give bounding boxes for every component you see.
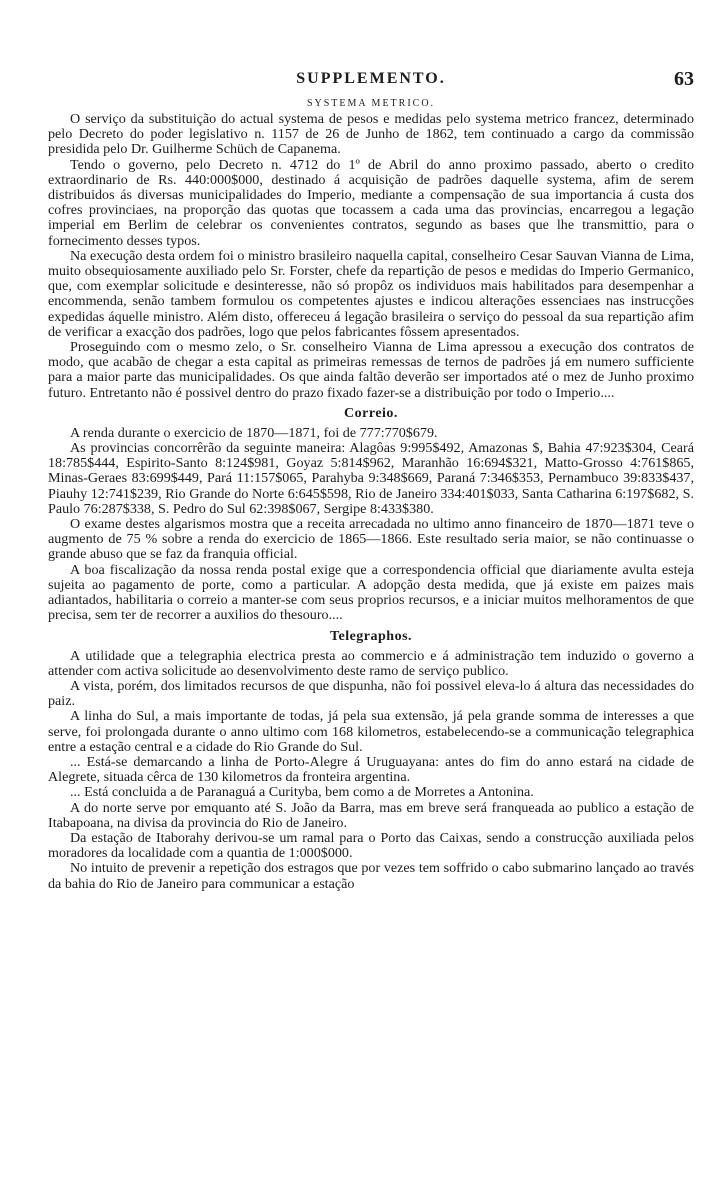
- paragraph: ... Está concluida a de Paranaguá a Curityba, bem como a de Morretes a Antonina.: [70, 784, 534, 801]
- paragraph: Da estação de Itaborahy derivou-se um ramal para o Porto das Caixas, sendo a construcção auxiliada pelos moradores da localidade com a quantia de 1:000$000.: [48, 829, 694, 862]
- paragraph: O exame destes algarismos mostra que a receita arrecadada no ultimo anno financeiro de 1870—1871 teve o augmento de 75 % sobre a renda do exercicio de 1865—1866. Este resultado seria maior, se não continuasse o grande abuso que se faz da franquia official.: [48, 516, 694, 563]
- paragraph: Tendo o governo, pelo Decreto n. 4712 do 1º de Abril do anno proximo passado, aberto o credito extraordinario de Rs. 440:000$000, destinado á acquisição de padrões daquelle systema, afim de serem distribuidos ás diversas municipalidades do Imperio, mediante a compensação de sua importancia á custa dos cofres provinciaes, na proporção das quotas que tocassem a cada uma das provincias, encarregou a legação imperial em Berlim de celebrar os convenientes contratos, segundo as bases que lhe transmittio, para o fornecimento desses typos.: [48, 156, 694, 249]
- paragraph: A boa fiscalização da nossa renda postal exige que a correspondencia official que diariamente avulta esteja sujeita ao pagamento de porte, como a particular. A adopção desta medida, que já existe em paizes mais adiantados, habilitaria o correio a manter-se com seus proprios recursos, e a iniciar muitos melhoramentos de que precisa, sem ter de recorrer a auxilios do thesouro....: [48, 561, 694, 624]
- paragraph: Proseguindo com o mesmo zelo, o Sr. conselheiro Vianna de Lima apressou a execução dos contratos de modo, que acabão de chegar a esta capital as primeiras remessas de ternos de padrões já em numero sufficiente para a maior parte das municipalidades. Os que ainda faltão deverão ser importados até o mez de Junho proximo futuro. Entretanto não é possivel dentro do prazo fixado fazer-se a distribuição por todo o Imperio....: [48, 339, 694, 401]
- running-head: SUPPLEMENTO.: [296, 70, 446, 87]
- paragraph: O serviço da substituição do actual systema de pesos e medidas pelo systema metrico francez, determinado pelo Decreto do poder legislativo n. 1157 de 26 de Junho de 1862, tem continuado a cargo da commissão presidida pelo Dr. Guilherme Schüch de Capanema.: [48, 111, 694, 158]
- paragraph: A utilidade que a telegraphia electrica presta ao commercio e á administração tem induzido o governo a attender com activa solicitude ao desenvolvimento deste ramo de serviço publico.: [48, 647, 694, 679]
- paragraph: No intuito de prevenir a repetição dos estragos que por vezes tem soffrido o cabo submarino lançado ao través da bahia do Rio de Janeiro para communicar a estação: [48, 860, 694, 892]
- page-number: 63: [674, 68, 694, 90]
- section-title: SYSTEMA METRICO.: [306, 98, 436, 109]
- page: [48, 62, 694, 892]
- paragraph: ... Está-se demarcando a linha de Porto-Alegre á Uruguayana: antes do fim do anno estará na cidade de Alegrete, situada cêrca de 130 kilometros da fronteira argentina.: [48, 753, 694, 786]
- section-heading: Correio.: [344, 405, 398, 421]
- paragraph: A linha do Sul, a mais importante de todas, já pela sua extensão, já pela grande somma de interesses a que serve, foi prolongada durante o anno ultimo com 168 kilometros, estabelecendo-se a communicação telegraphica entre a estação central e a cidade do Rio Grande do Sul.: [48, 708, 694, 755]
- page-header: [48, 62, 694, 92]
- section-sistema-metrico: [48, 98, 694, 401]
- section-telegraphos: [48, 629, 694, 892]
- section-heading: Telegraphos.: [329, 628, 413, 644]
- paragraph: A vista, porém, dos limitados recursos de que dispunha, não foi possivel eleva-lo á altura das necessidades do paiz.: [48, 677, 694, 710]
- paragraph: Na execução desta ordem foi o ministro brasileiro naquella capital, conselheiro Cesar Sauvan Vianna de Lima, muito obsequiosamente auxiliado pelo Sr. Forster, chefe da repartição de pesos e medidas do Imperio Germanico, que, com exemplar solicitude e desinteresse, não só propôz os individuos mais habilitados para desempenhar a encommenda, senão tambem formulou os competentes ajustes e indicou alterações essenciaes nas instrucções expedidas áquelle ministro. Além disto, offereceu á legação brasileira o serviço do pessoal da sua repartição afim de verificar a exacção dos padrões, logo que pelos fabricantes fôssem apresentados.: [48, 247, 694, 340]
- paragraph: A do norte serve por emquanto até S. João da Barra, mas em breve será franqueada ao publico a estação de Itabapoana, na divisa da provincia do Rio de Janeiro.: [48, 799, 694, 831]
- section-correio: [48, 406, 694, 624]
- paragraph: As provincias concorrêrão da seguinte maneira: Alagôas 9:995$492, Amazonas $, Bahia 47:923$304, Ceará 18:785$444, Espirito-Santo 8:124$981, Goyaz 5:814$962, Maranhão 16:694$321, Matto-Grosso 4:761$865, Minas-Geraes 83:699$449, Pará 11:157$065, Parahyba 9:348$669, Paraná 7:346$353, Pernambuco 39:833$437, Piauhy 12:741$239, Rio Grande do Norte 6:645$598, Rio de Janeiro 334:401$033, Santa Catharina 6:197$682, S. Paulo 76:287$338, S. Pedro do Sul 62:398$067, Sergipe 8:433$380.: [48, 440, 694, 517]
- paragraph: A renda durante o exercicio de 1870—1871, foi de 777:770$679.: [70, 424, 438, 441]
